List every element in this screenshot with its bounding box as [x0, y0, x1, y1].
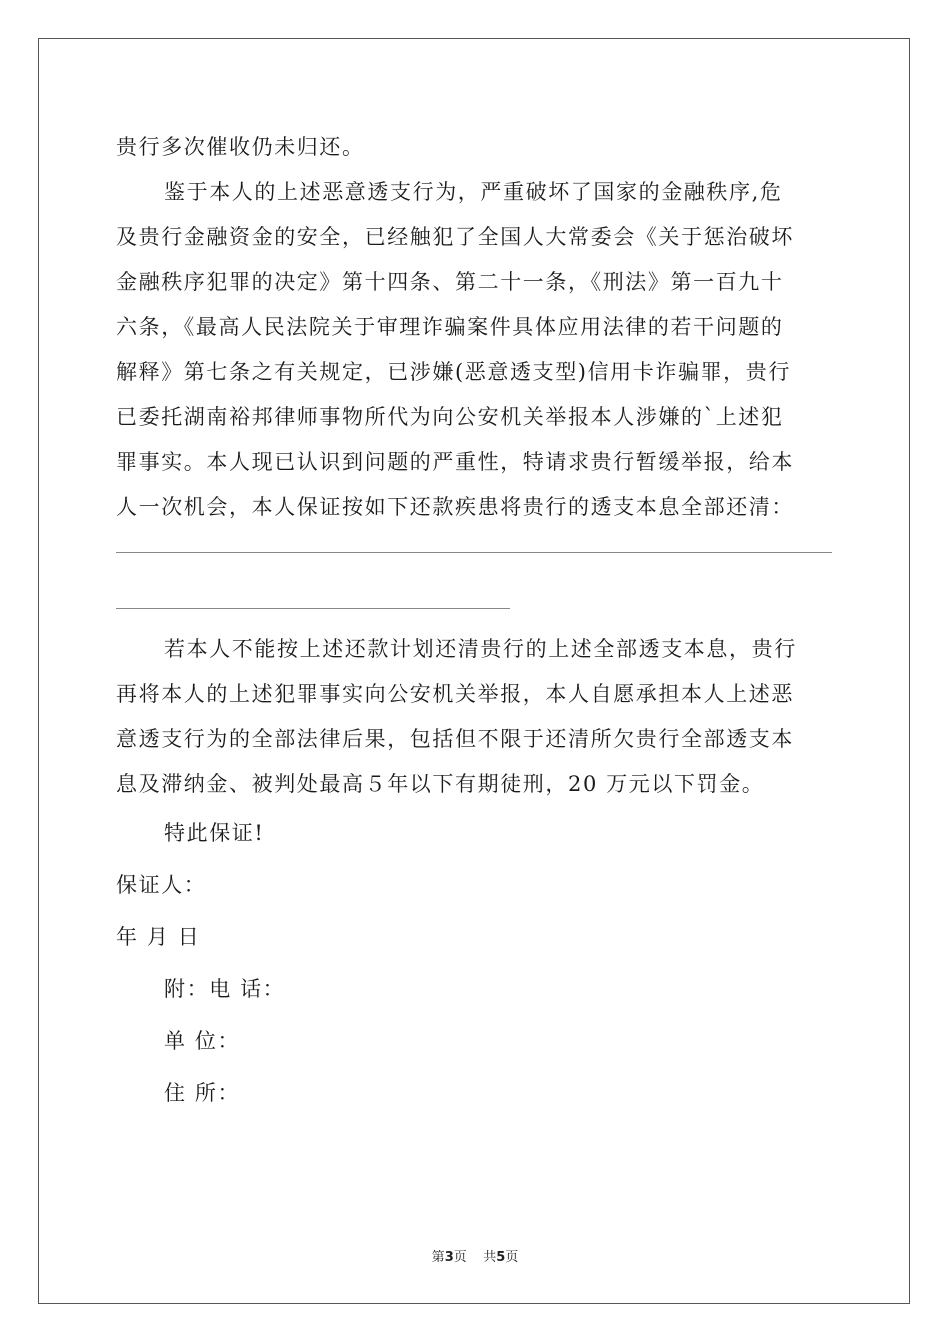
guarantor-line: 保证人： [116, 873, 207, 897]
footer-total-pages: 5 [496, 1250, 506, 1265]
paragraph-line: 已委托湖南裕邦律师事物所代为向公安机关举报本人涉嫌的`上述犯 [116, 405, 784, 429]
closing-line: 特此保证! [164, 821, 265, 845]
paragraph-line: 息及滞纳金、被判处最高５年以下有期徒刑，20 万元以下罚金。 [116, 772, 765, 796]
blank-underline [116, 552, 832, 553]
date-line: 年 月 日 [116, 925, 201, 949]
page-footer [0, 1246, 950, 1265]
paragraph-line: 贵行多次催收仍未归还。 [116, 135, 365, 159]
blank-underline [116, 608, 510, 609]
attachment-phone: 附：电 话： [164, 977, 286, 1001]
paragraph-line: 再将本人的上述犯罪事实向公安机关举报，本人自愿承担本人上述恶 [116, 682, 794, 706]
signature-block [116, 807, 834, 1119]
paragraph-line: 解释》第七条之有关规定，已涉嫌(恶意透支型)信用卡诈骗罪，贵行 [116, 360, 791, 384]
document-body [116, 125, 834, 1119]
paragraph-line: 鉴于本人的上述恶意透支行为，严重破坏了国家的金融秩序,危 [164, 180, 783, 204]
footer-page-number: 3 [444, 1250, 454, 1265]
repayment-plan-blank [116, 552, 834, 609]
paragraph-line: 罪事实。本人现已认识到问题的严重性，特请求贵行暂缓举报，给本 [116, 450, 794, 474]
paragraph-line: 意透支行为的全部法律后果，包括但不限于还清所欠贵行全部透支本 [116, 727, 794, 751]
attachment-unit: 单 位： [164, 1029, 241, 1053]
footer-mid: 页 共 [453, 1250, 497, 1265]
paragraph-line: 及贵行金融资金的安全，已经触犯了全国人大常委会《关于惩治破坏 [116, 225, 794, 249]
paragraph-line: 若本人不能按上述还款计划还清贵行的上述全部透支本息，贵行 [164, 637, 797, 661]
paragraph-line: 金融秩序犯罪的决定》第十四条、第二十一条，《刑法》第一百九十 [116, 270, 784, 294]
paragraph-consequences [116, 627, 834, 807]
paragraph-line: 人一次机会，本人保证按如下还款疾患将贵行的透支本息全部还清： [116, 495, 794, 519]
paragraph-violation [116, 170, 834, 530]
attachment-address: 住 所： [164, 1081, 241, 1105]
footer-suffix: 页 [505, 1250, 519, 1265]
paragraph-line: 六条，《最高人民法院关于审理诈骗案件具体应用法律的若干问题的 [116, 315, 784, 339]
footer-prefix: 第 [431, 1250, 445, 1265]
